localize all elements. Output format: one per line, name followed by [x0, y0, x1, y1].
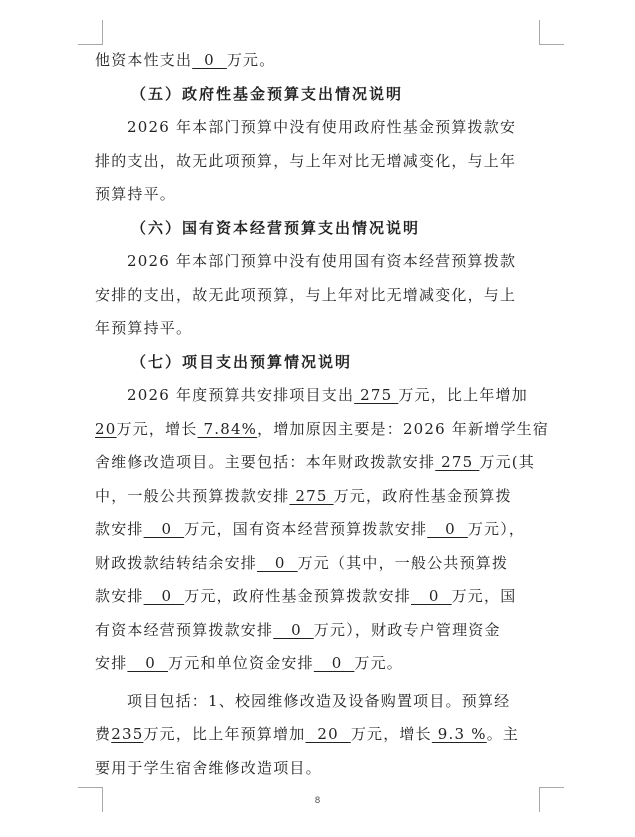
section-heading: [95, 346, 537, 380]
text-line: [95, 145, 537, 179]
text-segment: 万元，政府性基金预算拨: [333, 486, 512, 505]
text-line: [95, 580, 537, 614]
text-segment: 万元，增长: [116, 419, 198, 438]
underlined-value: 275: [289, 486, 334, 505]
text-line: [95, 752, 537, 786]
text-line: [95, 718, 537, 752]
text-segment: 财政拨款结转结余安排: [95, 553, 258, 572]
text-segment: 款安排: [95, 520, 144, 538]
underlined-value: 0: [143, 520, 185, 538]
page-number: 8: [314, 796, 321, 806]
text-line: [95, 279, 537, 313]
text-segment: 他资本性支出: [95, 51, 193, 69]
underlined-value: 20: [95, 419, 117, 438]
text-segment: 万元，比上年预算增加: [143, 725, 306, 743]
text-line: [95, 312, 537, 346]
section-heading: [95, 78, 537, 112]
text-segment: 有资本经营预算拨款安排: [95, 620, 274, 639]
text-line: [95, 44, 537, 78]
text-segment: 中，一般公共预算拨款安排: [95, 486, 290, 505]
underlined-value: 275: [354, 386, 399, 404]
text-segment: 万元，比上年增加: [398, 386, 528, 404]
underlined-value: 0: [257, 553, 298, 572]
text-line: [95, 379, 537, 413]
underlined-value: 0: [313, 654, 355, 672]
text-segment: 。主: [486, 725, 520, 743]
text-segment: 万元，国: [451, 587, 517, 605]
text-line: [95, 647, 537, 681]
text-segment: 款安排: [95, 587, 144, 605]
text-segment: 万元，政府性基金预算拨款安排: [184, 587, 412, 605]
text-line: [95, 480, 537, 514]
underlined-value: 20: [305, 725, 351, 743]
text-segment: 安排的支出，故无此项预算，与上年对比无增减变化，与上: [95, 285, 517, 304]
section-heading: [95, 212, 537, 246]
text-segment: （七）项目支出预算情况说明: [131, 352, 353, 371]
text-segment: （五）政府性基金预算支出情况说明: [131, 84, 404, 103]
text-line: [95, 111, 537, 145]
text-segment: 费: [95, 725, 112, 743]
underlined-value: 0: [411, 587, 452, 605]
text-segment: 预算持平。: [95, 185, 177, 203]
crop-mark-top-right: [539, 20, 564, 45]
text-line: [95, 685, 537, 719]
underlined-value: 7.84%: [197, 419, 258, 438]
text-segment: 舍维修改造项目。主要包括：本年财政拨款安排: [95, 453, 436, 471]
underlined-value: 9.3 %: [431, 725, 487, 743]
text-segment: 万元），财政专户管理资金: [313, 620, 501, 639]
text-segment: 2026 年本部门预算中没有使用国有资本经营预算拨款: [127, 252, 517, 270]
document-body: [95, 44, 550, 785]
text-line: [95, 446, 537, 480]
text-line: [95, 614, 537, 648]
underlined-value: 275: [435, 453, 480, 471]
underlined-value: 0: [427, 520, 468, 538]
text-segment: 万元，国有资本经营预算拨款安排: [184, 520, 428, 538]
text-segment: ，增加原因主要是：2026 年新增学生宿: [257, 419, 550, 438]
text-segment: 排的支出，故无此项预算，与上年对比无增减变化，与上年: [95, 151, 517, 170]
text-segment: 万元(其: [479, 453, 536, 471]
underlined-value: 0: [143, 587, 185, 605]
text-segment: 项目包括：1、校园维修改造及设备购置项目。预算经: [127, 691, 511, 710]
text-line: [95, 245, 537, 279]
underlined-value: 0: [127, 654, 168, 672]
text-segment: 万元，增长: [350, 725, 432, 743]
text-segment: 要用于学生宿舍维修改造项目。: [95, 758, 322, 777]
underlined-value: 0: [192, 51, 227, 69]
text-segment: （六）国有资本经营预算支出情况说明: [131, 218, 421, 237]
underlined-value: 235: [111, 725, 144, 743]
text-line: [95, 513, 537, 547]
text-segment: 万元和单位资金安排: [168, 654, 314, 672]
text-segment: 安排: [95, 654, 128, 672]
text-line: [95, 547, 537, 581]
text-segment: 万元。: [226, 51, 276, 69]
text-segment: 万元。: [354, 654, 404, 672]
text-segment: 2026 年本部门预算中没有使用政府性基金预算拨款安: [127, 118, 517, 136]
text-segment: 万元（其中，一般公共预算拨: [297, 553, 509, 572]
text-segment: 年预算持平。: [95, 319, 193, 337]
underlined-value: 0: [273, 620, 314, 639]
text-segment: 2026 年度预算共安排项目支出: [127, 386, 355, 404]
text-line: [95, 178, 537, 212]
text-line: [95, 413, 550, 447]
text-segment: 万元），: [467, 520, 526, 538]
crop-mark-top-left: [78, 20, 103, 45]
